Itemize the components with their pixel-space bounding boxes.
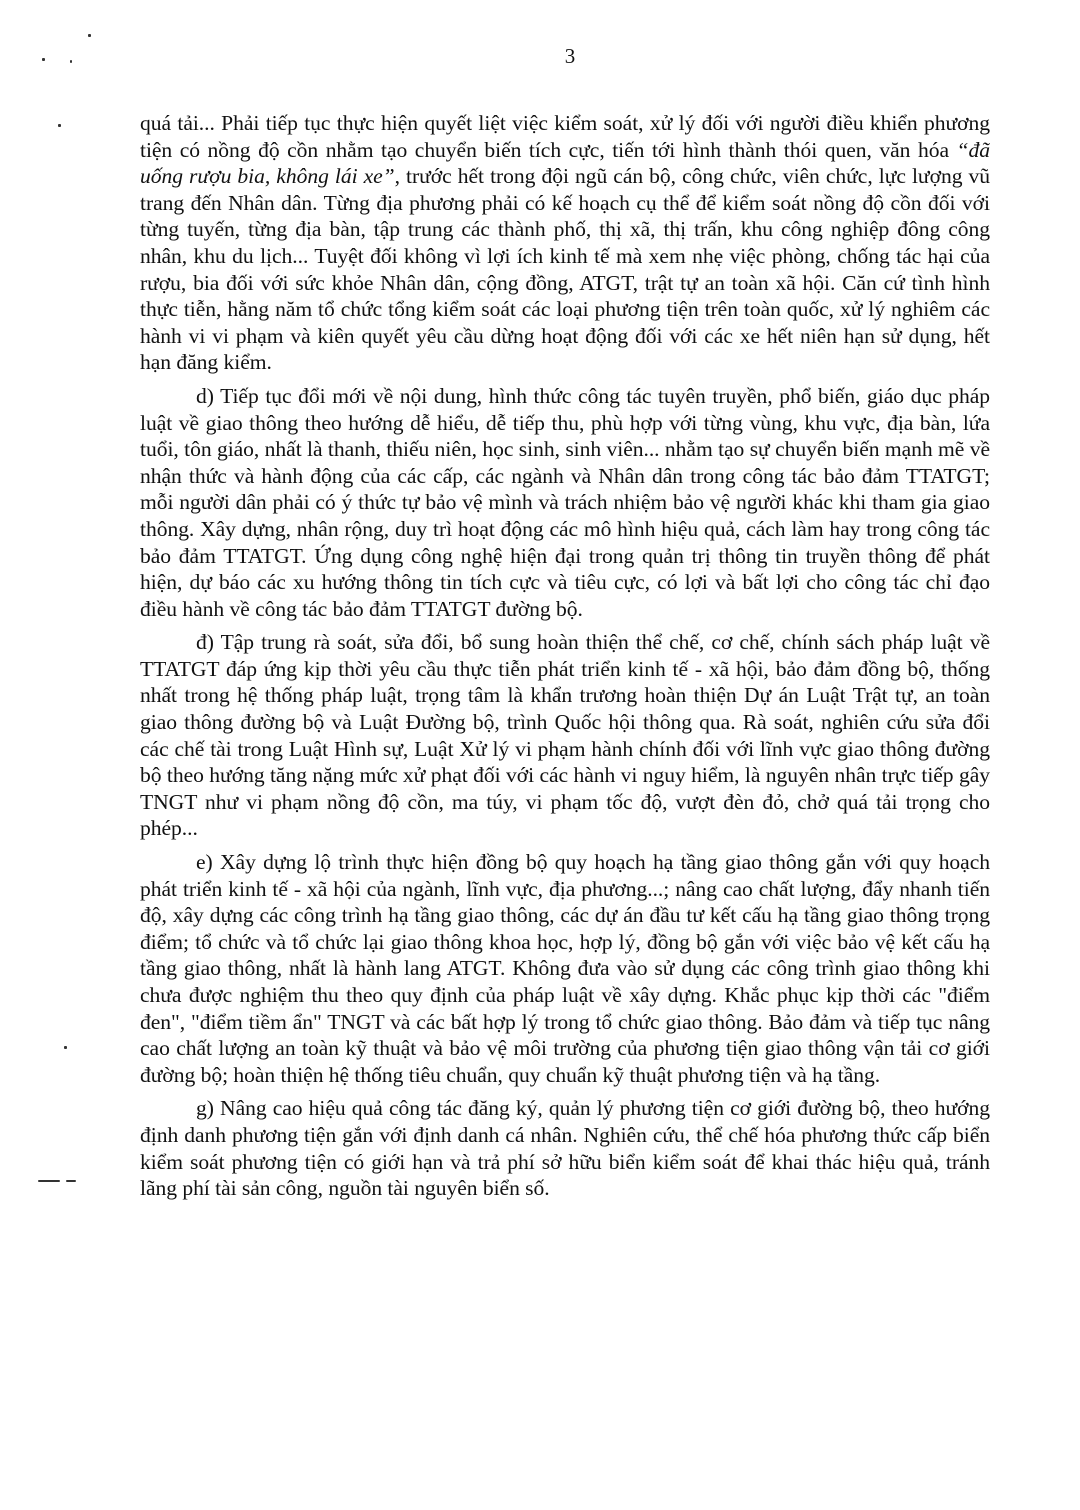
scan-speck (66, 1180, 76, 1182)
scan-speck (88, 34, 91, 37)
scan-speck (38, 1180, 60, 1182)
page-number: 3 (564, 44, 576, 68)
italic-quote: “đã uống rượu bia, không lái xe” (140, 137, 990, 189)
scan-speck (64, 1046, 67, 1049)
paragraph-continuation (140, 110, 990, 376)
paragraph-d (140, 383, 990, 622)
paragraph-e (140, 849, 990, 1088)
paragraph-text: quá tải... Phải tiếp tục thực hiện quyết liệt việc kiểm soát, xử lý đối với người điều khiển phương tiện có nồng độ cồn nhằm tạo chuyển biến tích cực, tiến tới hình thành thói quen, văn hóa (140, 111, 990, 162)
paragraph-text: g) Nâng cao hiệu quả công tác đăng ký, quản lý phương tiện cơ giới đường bộ, theo hướng định danh phương tiện gắn với định danh cá nhân. Nghiên cứu, thể chế hóa phương thức cấp biển kiểm soát phương tiện có giới hạn và trả phí sở hữu biển kiểm soát để khai thác hiệu quả, tránh lãng phí tài sản công, nguồn tài nguyên biển số. (140, 1096, 990, 1201)
scan-speck (58, 124, 61, 127)
paragraph-text: e) Xây dựng lộ trình thực hiện đồng bộ quy hoạch hạ tầng giao thông gắn với quy hoạch phát triển kinh tế - xã hội của ngành, lĩnh vực, địa phương...; nâng cao chất lượng, đẩy nhanh tiến độ, xây dựng các công trình hạ tầng giao thông, các dự án đầu tư kết cấu hạ tầng giao thông trọng điểm; tổ chức và tổ chức lại giao thông khoa học, hợp lý, đồng bộ gắn với việc bảo vệ kết cấu hạ tầng giao thông, nhất là hành lang ATGT. Không đưa vào sử dụng các công trình giao thông khi chưa được nghiệm thu theo quy định của pháp luật về xây dựng. Khắc phục kịp thời các "điểm đen", "điểm tiềm ẩn" TNGT và các bất hợp lý trong tổ chức giao thông. Bảo đảm và tiếp tục nâng cao chất lượng an toàn kỹ thuật và bảo vệ môi trường của phương tiện giao thông vận tải cơ giới đường bộ; hoàn thiện hệ thống tiêu chuẩn, quy chuẩn kỹ thuật phương tiện và hạ tầng. (140, 850, 990, 1087)
paragraph-text: d) Tiếp tục đổi mới về nội dung, hình thức công tác tuyên truyền, phổ biến, giáo dục pháp luật về giao thông theo hướng dễ hiểu, dễ tiếp thu, phù hợp với từng vùng, khu vực, địa bàn, lứa tuổi, tôn giáo, nhất là thanh, thiếu niên, học sinh, sinh viên... nhằm tạo sự chuyển biến mạnh mẽ về nhận thức và hành động của các cấp, các ngành và Nhân dân trong công tác bảo đảm TTATGT; mỗi người dân phải có ý thức tự bảo vệ mình và trách nhiệm bảo vệ người khác khi tham gia giao thông. Xây dựng, nhân rộng, duy trì hoạt động các mô hình hiệu quả, cách làm hay trong công tác bảo đảm TTATGT. Ứng dụng công nghệ hiện đại trong quản trị thông tin truyền thông để phát hiện, dự báo các xu hướng thông tin tích cực và tiêu cực, có lợi và bất lợi cho công tác chỉ đạo điều hành về công tác bảo đảm TTATGT đường bộ. (140, 383, 990, 621)
document-body (140, 110, 990, 1209)
paragraph-đ (140, 629, 990, 842)
paragraph-text: đ) Tập trung rà soát, sửa đổi, bổ sung hoàn thiện thể chế, cơ chế, chính sách pháp luật về TTATGT đáp ứng kịp thời yêu cầu thực tiễn phát triển kinh tế - xã hội, bảo đảm đồng bộ, thống nhất trong hệ thống pháp luật, trọng tâm là khẩn trương hoàn thiện Dự án Luật Trật tự, an toàn giao thông đường bộ và Luật Đường bộ, trình Quốc hội thông qua. Rà soát, nghiên cứu sửa đổi các chế tài trong Luật Hình sự, Luật Xử lý vi phạm hành chính đối với lĩnh vực giao thông đường bộ theo hướng tăng nặng mức xử phạt đối với các hành vi nguy hiểm, là nguyên nhân trực tiếp gây TNGT như vi phạm nồng độ cồn, ma túy, vi phạm tốc độ, vượt đèn đỏ, chở quá tải trọng cho phép... (140, 630, 990, 841)
paragraph-text: , trước hết trong đội ngũ cán bộ, công chức, viên chức, lực lượng vũ trang đến Nhân dân. Từng địa phương phải có kế hoạch cụ thể để kiểm soát nồng độ cồn đối với từng tuyến, từng địa bàn, tập trung các thành phố, thị xã, thị trấn, khu công nghiệp đông công nhân, khu du lịch... Tuyệt đối không vì lợi ích kinh tế mà xem nhẹ việc phòng, chống tác hại của rượu, bia đối với sức khỏe Nhân dân, cộng đồng, ATGT, trật tự an toàn xã hội. Căn cứ tình hình thực tiễn, hằng năm tổ chức tổng kiểm soát các loại phương tiện trên toàn quốc, xử lý nghiêm các hành vi vi phạm và kiên quyết yêu cầu dừng hoạt động đối với các xe hết niên hạn sử dụng, hết hạn đăng kiểm. (140, 164, 991, 375)
paragraph-g (140, 1095, 990, 1201)
